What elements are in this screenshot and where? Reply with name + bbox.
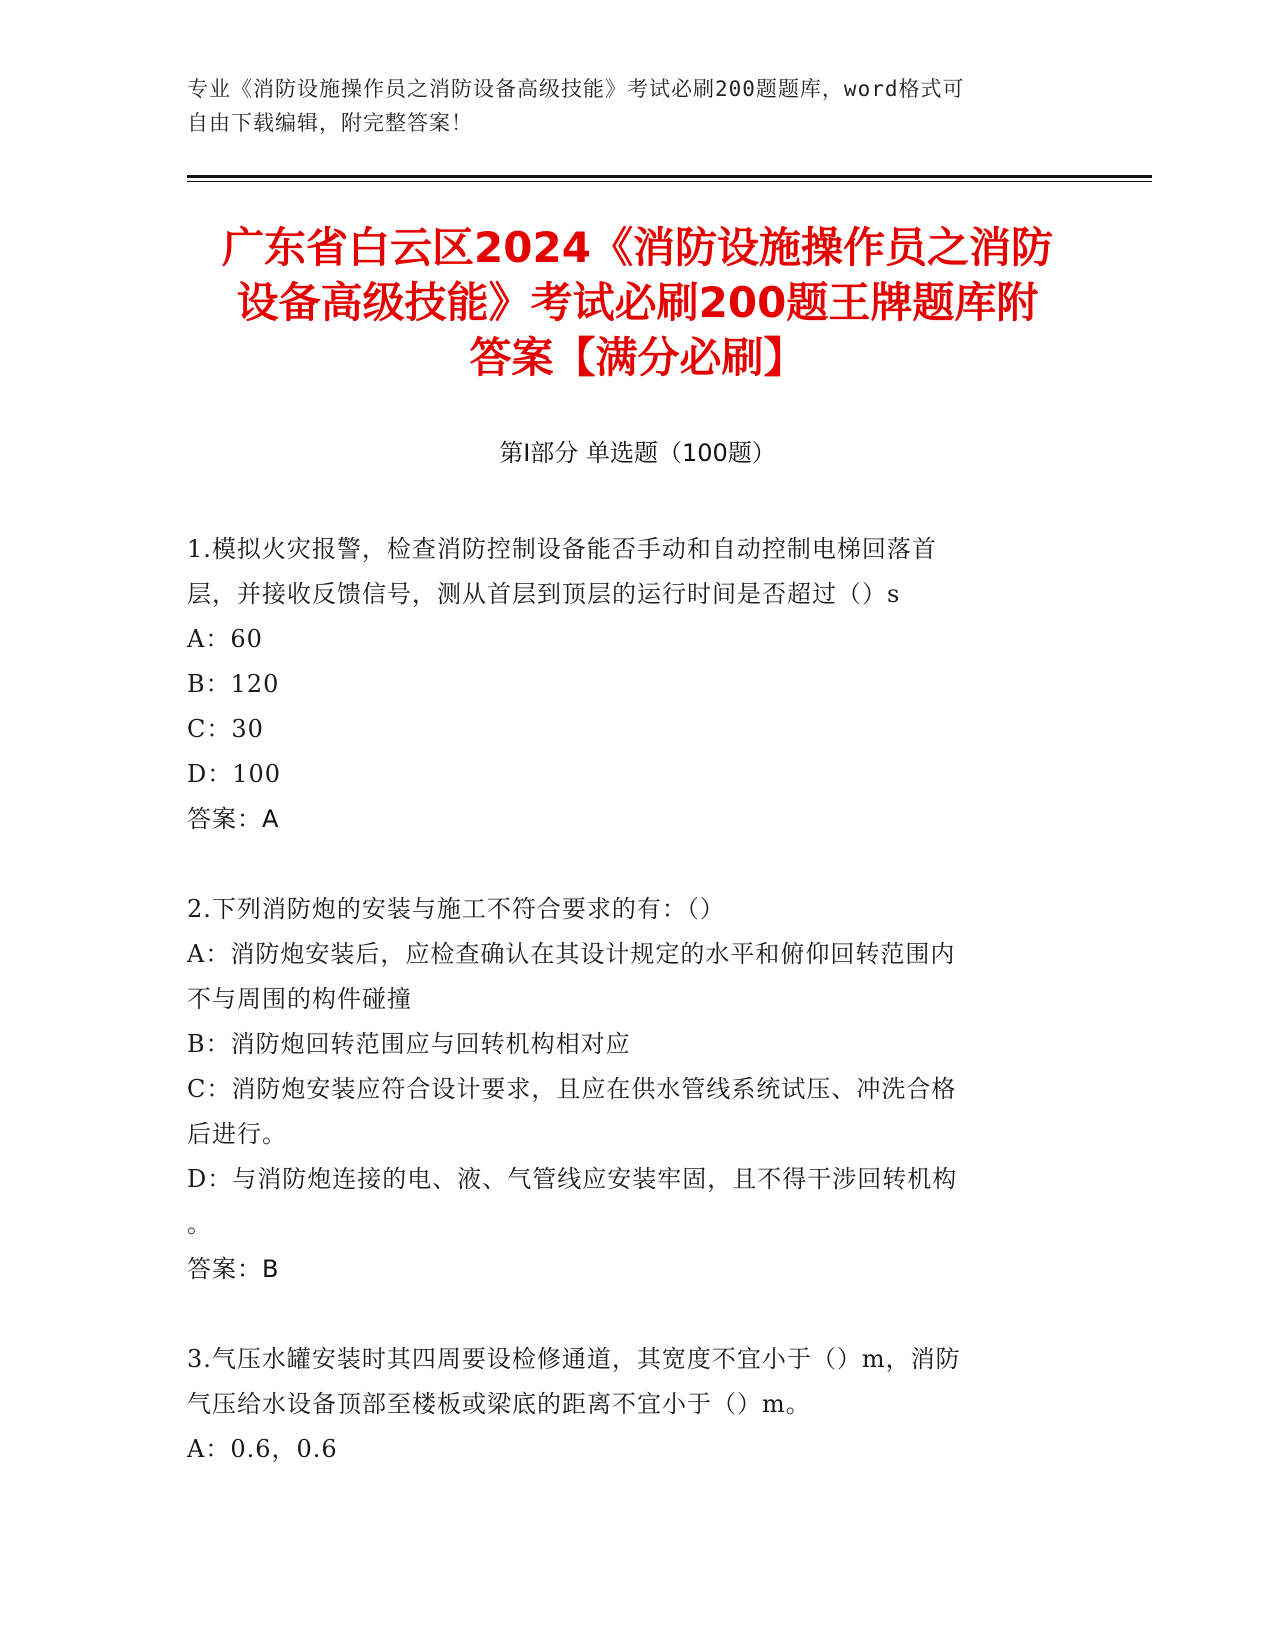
option-b: B：120: [187, 670, 280, 698]
document-title: [130, 220, 1145, 385]
option-a: A：60: [187, 625, 263, 653]
header-line-2: 自由下载编辑，附完整答案！: [187, 111, 473, 135]
option-a: A：0.6，0.6: [187, 1435, 338, 1463]
question-item: [187, 1337, 1087, 1472]
question-text-line: 层，并接收反馈信号，测从首层到顶层的运行时间是否超过（）s: [187, 580, 901, 608]
answer-label: 答案：B: [187, 1255, 280, 1283]
question-item: [187, 887, 1087, 1292]
option-d: D：100: [187, 760, 282, 788]
header-divider-thin: [187, 181, 1152, 182]
title-line-1: 广东省白云区2024《消防设施操作员之消防: [222, 223, 1053, 272]
answer-label: 答案：A: [187, 805, 280, 833]
section-heading: 第I部分 单选题（100题）: [499, 439, 776, 467]
document-header-note: [187, 72, 1087, 140]
question-list: [187, 527, 1087, 1517]
option-d-continued: 。: [187, 1210, 212, 1238]
option-c: C：消防炮安装应符合设计要求，且应在供水管线系统试压、冲洗合格: [187, 1075, 957, 1103]
option-a-continued: 不与周围的构件碰撞: [187, 985, 412, 1013]
question-text-line: 1.模拟火灾报警，检查消防控制设备能否手动和自动控制电梯回落首: [187, 535, 937, 563]
header-line-1: 专业《消防设施操作员之消防设备高级技能》考试必刷200题题库，word格式可: [187, 77, 965, 101]
option-c-continued: 后进行。: [187, 1120, 287, 1148]
option-c: C：30: [187, 715, 264, 743]
option-a: A：消防炮安装后，应检查确认在其设计规定的水平和俯仰回转范围内: [187, 940, 956, 968]
question-text-line: 3.气压水罐安装时其四周要设检修通道，其宽度不宜小于（）m，消防: [187, 1345, 961, 1373]
option-b: B：消防炮回转范围应与回转机构相对应: [187, 1030, 631, 1058]
header-divider-thick: [187, 175, 1152, 178]
title-line-2: 设备高级技能》考试必刷200题王牌题库附: [236, 278, 1039, 327]
title-line-3: 答案【满分必刷】: [469, 333, 806, 382]
question-text-line: 气压给水设备顶部至楼板或梁底的距离不宜小于（）m。: [187, 1390, 811, 1418]
option-d: D：与消防炮连接的电、液、气管线应安装牢固，且不得干涉回转机构: [187, 1165, 958, 1193]
question-item: [187, 527, 1087, 842]
question-text-line: 2.下列消防炮的安装与施工不符合要求的有：（）: [187, 895, 725, 923]
